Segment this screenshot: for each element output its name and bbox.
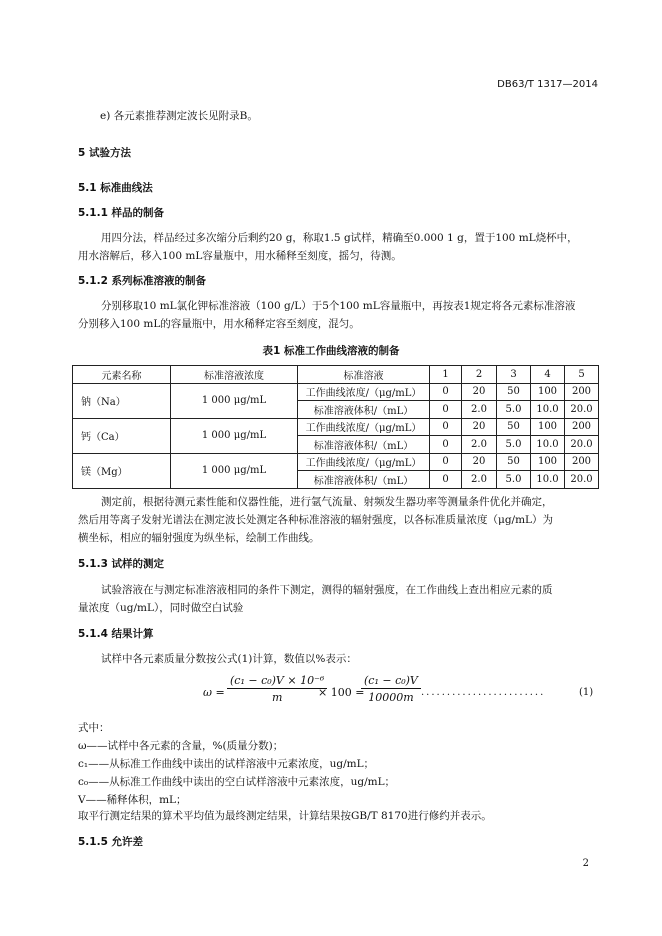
element-name: 镁（Mg） bbox=[73, 453, 171, 488]
table-cell: 50 bbox=[497, 383, 531, 401]
formula-1 bbox=[203, 674, 603, 714]
row-label: 工作曲线浓度/（μg/mL） bbox=[298, 418, 430, 436]
row-label: 标准溶液体积/（mL） bbox=[298, 436, 430, 454]
table-cell: 200 bbox=[565, 453, 599, 471]
fraction-2 bbox=[361, 674, 421, 704]
table-header: 1 bbox=[430, 366, 462, 384]
table-header-row bbox=[73, 366, 599, 384]
element-name: 钠（Na） bbox=[73, 383, 171, 418]
where-label: 式中： bbox=[78, 722, 110, 734]
formula-lhs: ω = bbox=[203, 686, 225, 699]
table-cell: 10.0 bbox=[531, 436, 565, 454]
table-cell: 5.0 bbox=[497, 471, 531, 489]
table-cell: 50 bbox=[497, 453, 531, 471]
element-concentration: 1 000 μg/mL bbox=[171, 453, 298, 488]
section-5-1-1-heading: 5.1.1 样品的制备 bbox=[78, 207, 165, 219]
paragraph-line: 用四分法，样品经过多次缩分后剩约20 g，称取1.5 g试样，精确至0.000 1 g，置于100 mL烧杯中， bbox=[101, 232, 578, 244]
table-cell: 0 bbox=[430, 401, 462, 419]
definition-omega: ω——试样中各元素的含量，%(质量分数)； bbox=[78, 740, 284, 752]
list-item-e: e) 各元素推荐测定波长见附录B。 bbox=[100, 110, 258, 122]
section-5-1-2-heading: 5.1.2 系列标准溶液的制备 bbox=[78, 275, 207, 287]
table-header: 2 bbox=[462, 366, 497, 384]
table-header: 3 bbox=[497, 366, 531, 384]
table-header: 标准溶液浓度 bbox=[171, 366, 298, 384]
formula-times: × 100 = bbox=[318, 686, 365, 699]
table-cell: 20.0 bbox=[565, 436, 599, 454]
paragraph-line: 横坐标，相应的辐射强度为纵坐标，绘制工作曲线。 bbox=[78, 532, 320, 544]
table-cell: 2.0 bbox=[462, 401, 497, 419]
fraction-1-numerator: (c₁ − c₀)V × 10⁻⁶ bbox=[227, 674, 327, 689]
fraction-2-denominator: 10000m bbox=[368, 691, 414, 704]
table-cell: 0 bbox=[430, 471, 462, 489]
table-row bbox=[73, 418, 599, 436]
table-caption: 表1 标准工作曲线溶液的制备 bbox=[262, 345, 400, 357]
table-cell: 200 bbox=[565, 383, 599, 401]
definition-c1: c₁——从标准工作曲线中读出的试样溶液中元素浓度，ug/mL； bbox=[78, 758, 375, 770]
table-cell: 20.0 bbox=[565, 401, 599, 419]
paragraph-line: 取平行测定结果的算术平均值为最终测定结果，计算结果按GB/T 8170进行修约并表示。 bbox=[78, 810, 492, 822]
table-cell: 5.0 bbox=[497, 401, 531, 419]
table-cell: 20 bbox=[462, 453, 497, 471]
definition-c0: c₀——从标准工作曲线中读出的空白试样溶液中元素浓度，ug/mL； bbox=[78, 776, 396, 788]
table-header: 标准溶液 bbox=[298, 366, 430, 384]
table-cell: 2.0 bbox=[462, 471, 497, 489]
row-label: 标准溶液体积/（mL） bbox=[298, 401, 430, 419]
table-header: 元素名称 bbox=[73, 366, 171, 384]
table-cell: 0 bbox=[430, 418, 462, 436]
paragraph-line: 测定前，根据待测元素性能和仪器性能，进行氩气流量、射频发生器功率等测量条件优化并确定， bbox=[101, 496, 553, 508]
page-number: 2 bbox=[582, 858, 589, 869]
section-5-1-3-heading: 5.1.3 试样的测定 bbox=[78, 558, 165, 570]
table-cell: 100 bbox=[531, 383, 565, 401]
fraction-1 bbox=[227, 674, 327, 704]
table-header: 4 bbox=[531, 366, 565, 384]
table-cell: 100 bbox=[531, 418, 565, 436]
fraction-2-numerator: (c₁ − c₀)V bbox=[361, 674, 421, 689]
section-5-heading: 5 试验方法 bbox=[78, 147, 131, 159]
section-5-1-4-heading: 5.1.4 结果计算 bbox=[78, 628, 154, 640]
table-cell: 5.0 bbox=[497, 436, 531, 454]
section-5-1-heading: 5.1 标准曲线法 bbox=[78, 182, 153, 194]
paragraph-line: 分别移入100 mL的容量瓶中，用水稀释定容至刻度，混匀。 bbox=[78, 318, 360, 330]
table-cell: 200 bbox=[565, 418, 599, 436]
standard-code: DB63/T 1317—2014 bbox=[497, 79, 598, 90]
table-cell: 50 bbox=[497, 418, 531, 436]
row-label: 工作曲线浓度/（μg/mL） bbox=[298, 383, 430, 401]
table-cell: 0 bbox=[430, 436, 462, 454]
paragraph-line: 然后用等离子发射光谱法在测定波长处测定各种标准溶液的辐射强度，以各标准质量浓度（μg/mL）为 bbox=[78, 514, 554, 526]
formula-leader-dots: ........................ bbox=[421, 687, 546, 698]
paragraph-line: 量浓度（ug/mL），同时做空白试验 bbox=[78, 602, 244, 614]
paragraph-line: 试样中各元素质量分数按公式(1)计算，数值以%表示： bbox=[101, 653, 357, 665]
row-label: 工作曲线浓度/（μg/mL） bbox=[298, 453, 430, 471]
table-cell: 0 bbox=[430, 453, 462, 471]
fraction-1-denominator: m bbox=[271, 691, 283, 704]
formula-number: (1) bbox=[579, 687, 594, 698]
definition-v: V——稀释体积，mL； bbox=[78, 794, 187, 806]
table-cell: 0 bbox=[430, 383, 462, 401]
paragraph-line: 用水溶解后，移入100 mL容量瓶中，用水稀释至刻度，摇匀，待测。 bbox=[78, 250, 402, 262]
element-name: 钙（Ca） bbox=[73, 418, 171, 453]
section-5-1-5-heading: 5.1.5 允许差 bbox=[78, 836, 144, 848]
paragraph-line: 试验溶液在与测定标准溶液相同的条件下测定，测得的辐射强度，在工作曲线上查出相应元素的质 bbox=[101, 584, 553, 596]
table-cell: 10.0 bbox=[531, 471, 565, 489]
element-concentration: 1 000 μg/mL bbox=[171, 383, 298, 418]
standard-curve-table bbox=[72, 365, 599, 489]
row-label: 标准溶液体积/（mL） bbox=[298, 471, 430, 489]
table-cell: 20 bbox=[462, 383, 497, 401]
paragraph-line: 分别移取10 mL氯化钾标准溶液（100 g/L）于5个100 mL容量瓶中，再按表1规定将各元素标准溶液 bbox=[101, 300, 576, 312]
table-row bbox=[73, 383, 599, 401]
table-cell: 100 bbox=[531, 453, 565, 471]
table-cell: 2.0 bbox=[462, 436, 497, 454]
table-header: 5 bbox=[565, 366, 599, 384]
element-concentration: 1 000 μg/mL bbox=[171, 418, 298, 453]
table-cell: 10.0 bbox=[531, 401, 565, 419]
table-row bbox=[73, 453, 599, 471]
table-cell: 20.0 bbox=[565, 471, 599, 489]
table-cell: 20 bbox=[462, 418, 497, 436]
